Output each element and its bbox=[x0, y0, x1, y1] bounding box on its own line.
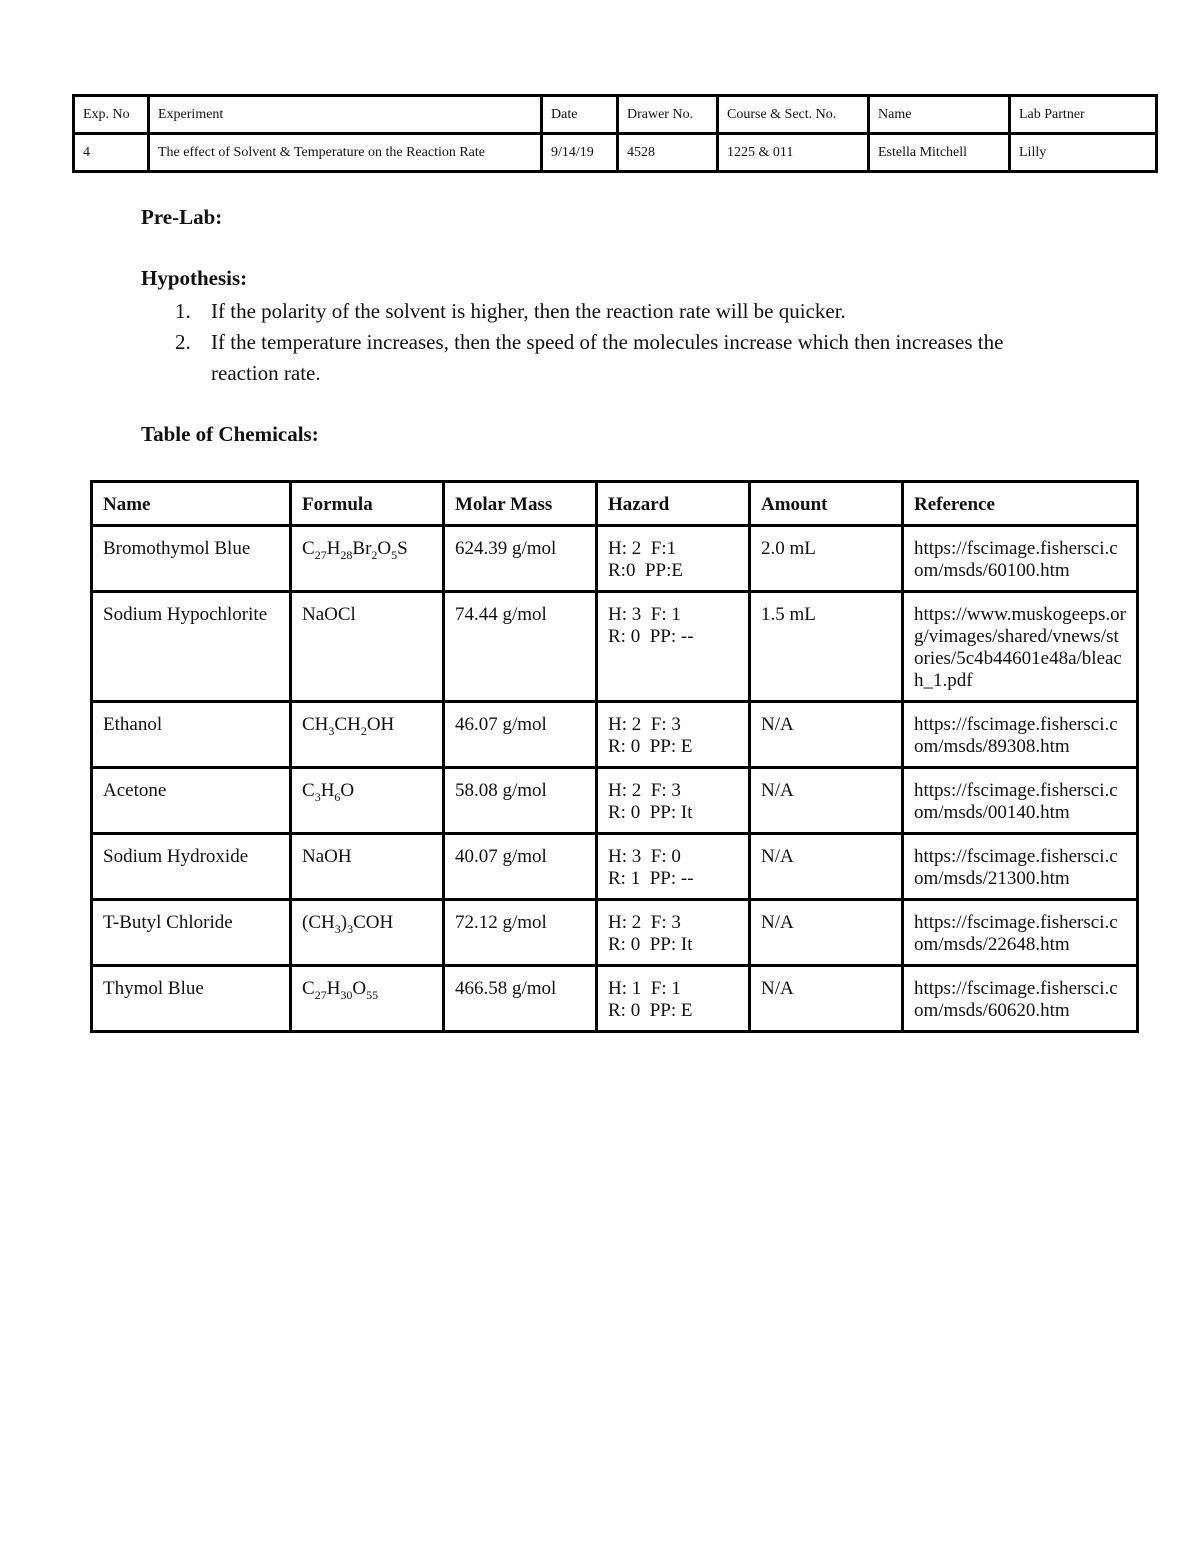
hypothesis-text: If the polarity of the solvent is higher, then the reaction rate will be quicker. bbox=[211, 299, 846, 323]
chemical-hazard bbox=[597, 900, 750, 966]
exp-no-label: Exp. No bbox=[74, 96, 149, 134]
formula-part: O bbox=[352, 978, 367, 999]
course-sect-label: Course & Sect. No. bbox=[718, 96, 869, 134]
chemical-reference: https://fscimage.fishersci.com/msds/22648.htm bbox=[903, 900, 1138, 966]
chemical-name: T-Butyl Chloride bbox=[92, 900, 291, 966]
chemical-name: Acetone bbox=[92, 768, 291, 834]
hypothesis-item bbox=[141, 327, 1021, 389]
chemical-formula bbox=[291, 768, 444, 834]
chemical-hazard bbox=[597, 768, 750, 834]
lab-partner-label: Lab Partner bbox=[1010, 96, 1157, 134]
formula-part: ) bbox=[340, 912, 348, 933]
formula-part: C bbox=[302, 538, 315, 559]
chemical-reference: https://fscimage.fishersci.com/msds/89308.htm bbox=[903, 702, 1138, 768]
hypothesis-text: If the temperature increases, then the speed of the molecules increase which then increases the reaction rate. bbox=[211, 330, 1004, 385]
chemical-amount: 2.0 mL bbox=[750, 526, 903, 592]
chemical-molar-mass: 74.44 g/mol bbox=[444, 592, 597, 702]
formula-part: Br bbox=[352, 538, 372, 559]
column-header-name: Name bbox=[92, 482, 291, 526]
hypothesis-item bbox=[141, 296, 1021, 327]
column-header-reference: Reference bbox=[903, 482, 1138, 526]
formula-part: NaOCl bbox=[302, 604, 356, 625]
table-of-chemicals-heading: Table of Chemicals: bbox=[141, 422, 319, 446]
chemical-row bbox=[92, 834, 1138, 900]
hypothesis-heading: Hypothesis: bbox=[141, 266, 248, 290]
chemical-formula bbox=[291, 702, 444, 768]
chemical-amount: N/A bbox=[750, 834, 903, 900]
chemical-molar-mass: 466.58 g/mol bbox=[444, 966, 597, 1032]
hazard-line: R:0 PP:E bbox=[608, 560, 683, 581]
chemicals-header-row bbox=[92, 482, 1138, 526]
formula-part: C bbox=[302, 780, 315, 801]
hazard-line: H: 1 F: 1 bbox=[608, 978, 681, 999]
formula-subscript: 3 bbox=[347, 921, 354, 936]
formula-subscript: 28 bbox=[340, 547, 353, 562]
hazard-line: H: 2 F: 3 bbox=[608, 714, 681, 735]
formula-subscript: 3 bbox=[328, 723, 335, 738]
chemical-reference: https://www.muskogeeps.org/vimages/shared/vnews/stories/5c4b44601e48a/bleach_1.pdf bbox=[903, 592, 1138, 702]
formula-part: (CH bbox=[302, 912, 335, 933]
formula-subscript: 2 bbox=[371, 547, 378, 562]
chemical-formula bbox=[291, 592, 444, 702]
hypothesis-number: 1. bbox=[175, 299, 191, 323]
chemicals-table-body bbox=[92, 526, 1138, 1032]
chemical-molar-mass: 40.07 g/mol bbox=[444, 834, 597, 900]
chemical-molar-mass: 58.08 g/mol bbox=[444, 768, 597, 834]
formula-subscript: 27 bbox=[314, 547, 327, 562]
hazard-line: R: 0 PP: E bbox=[608, 1000, 693, 1021]
formula-subscript: 3 bbox=[334, 921, 341, 936]
chemical-amount: 1.5 mL bbox=[750, 592, 903, 702]
course-sect-value: 1225 & 011 bbox=[718, 134, 869, 172]
formula-subscript: 3 bbox=[314, 789, 321, 804]
chemical-amount: N/A bbox=[750, 702, 903, 768]
chemical-hazard bbox=[597, 702, 750, 768]
name-label: Name bbox=[869, 96, 1010, 134]
header-values-row bbox=[74, 134, 1157, 172]
hazard-line: R: 0 PP: E bbox=[608, 736, 693, 757]
chemical-row bbox=[92, 768, 1138, 834]
chemicals-table bbox=[90, 480, 1139, 1033]
exp-no-value: 4 bbox=[74, 134, 149, 172]
column-header-amount: Amount bbox=[750, 482, 903, 526]
chemical-name: Thymol Blue bbox=[92, 966, 291, 1032]
formula-part: S bbox=[397, 538, 408, 559]
hazard-line: H: 3 F: 1 bbox=[608, 604, 681, 625]
lab-partner-value: Lilly bbox=[1010, 134, 1157, 172]
formula-part: O bbox=[340, 780, 355, 801]
chemical-name: Ethanol bbox=[92, 702, 291, 768]
formula-subscript: 6 bbox=[334, 789, 341, 804]
experiment-label: Experiment bbox=[149, 96, 542, 134]
hazard-line: H: 2 F: 3 bbox=[608, 912, 681, 933]
drawer-no-value: 4528 bbox=[618, 134, 718, 172]
formula-part: CH bbox=[334, 714, 361, 735]
formula-subscript: 30 bbox=[340, 987, 353, 1002]
hazard-line: R: 0 PP: It bbox=[608, 802, 693, 823]
chemical-name: Sodium Hypochlorite bbox=[92, 592, 291, 702]
formula-part: C bbox=[302, 978, 315, 999]
chemical-row bbox=[92, 966, 1138, 1032]
chemical-hazard bbox=[597, 526, 750, 592]
formula-part: COH bbox=[353, 912, 394, 933]
hypothesis-number: 2. bbox=[175, 330, 191, 354]
chemical-row bbox=[92, 900, 1138, 966]
drawer-no-label: Drawer No. bbox=[618, 96, 718, 134]
chemical-reference: https://fscimage.fishersci.com/msds/60100.htm bbox=[903, 526, 1138, 592]
formula-subscript: 55 bbox=[366, 987, 379, 1002]
formula-part: H bbox=[326, 978, 341, 999]
date-value: 9/14/19 bbox=[542, 134, 618, 172]
chemical-row bbox=[92, 702, 1138, 768]
hazard-line: H: 2 F: 3 bbox=[608, 780, 681, 801]
chemical-hazard bbox=[597, 834, 750, 900]
column-header-formula: Formula bbox=[291, 482, 444, 526]
formula-subscript: 2 bbox=[360, 723, 367, 738]
chemical-amount: N/A bbox=[750, 900, 903, 966]
chemical-hazard bbox=[597, 966, 750, 1032]
chemical-reference: https://fscimage.fishersci.com/msds/21300.htm bbox=[903, 834, 1138, 900]
formula-part: H bbox=[320, 780, 335, 801]
hazard-line: R: 0 PP: It bbox=[608, 934, 693, 955]
formula-subscript: 5 bbox=[391, 547, 398, 562]
chemical-hazard bbox=[597, 592, 750, 702]
experiment-value: The effect of Solvent & Temperature on the Reaction Rate bbox=[149, 134, 542, 172]
chemical-amount: N/A bbox=[750, 768, 903, 834]
chemical-formula bbox=[291, 526, 444, 592]
formula-part: H bbox=[326, 538, 341, 559]
chemical-reference: https://fscimage.fishersci.com/msds/00140.htm bbox=[903, 768, 1138, 834]
chemical-molar-mass: 624.39 g/mol bbox=[444, 526, 597, 592]
date-label: Date bbox=[542, 96, 618, 134]
chemical-name: Bromothymol Blue bbox=[92, 526, 291, 592]
hazard-line: H: 2 F:1 bbox=[608, 538, 677, 559]
chemical-molar-mass: 72.12 g/mol bbox=[444, 900, 597, 966]
name-value: Estella Mitchell bbox=[869, 134, 1010, 172]
chemical-formula bbox=[291, 900, 444, 966]
chemical-row bbox=[92, 526, 1138, 592]
hypothesis-list bbox=[141, 296, 1021, 389]
hazard-line: H: 3 F: 0 bbox=[608, 846, 681, 867]
chemical-row bbox=[92, 592, 1138, 702]
chemical-reference: https://fscimage.fishersci.com/msds/60620.htm bbox=[903, 966, 1138, 1032]
formula-part: NaOH bbox=[302, 846, 352, 867]
chemical-molar-mass: 46.07 g/mol bbox=[444, 702, 597, 768]
chemical-amount: N/A bbox=[750, 966, 903, 1032]
chemical-formula bbox=[291, 834, 444, 900]
formula-subscript: 27 bbox=[314, 987, 327, 1002]
formula-part: CH bbox=[302, 714, 329, 735]
experiment-header-table bbox=[72, 94, 1158, 173]
column-header-hazard: Hazard bbox=[597, 482, 750, 526]
formula-part: O bbox=[377, 538, 392, 559]
column-header-molar-mass: Molar Mass bbox=[444, 482, 597, 526]
hazard-line: R: 1 PP: -- bbox=[608, 868, 694, 889]
header-labels-row bbox=[74, 96, 1157, 134]
hazard-line: R: 0 PP: -- bbox=[608, 626, 694, 647]
prelab-heading: Pre-Lab: bbox=[141, 205, 223, 229]
chemical-name: Sodium Hydroxide bbox=[92, 834, 291, 900]
formula-part: OH bbox=[366, 714, 395, 735]
chemical-formula bbox=[291, 966, 444, 1032]
